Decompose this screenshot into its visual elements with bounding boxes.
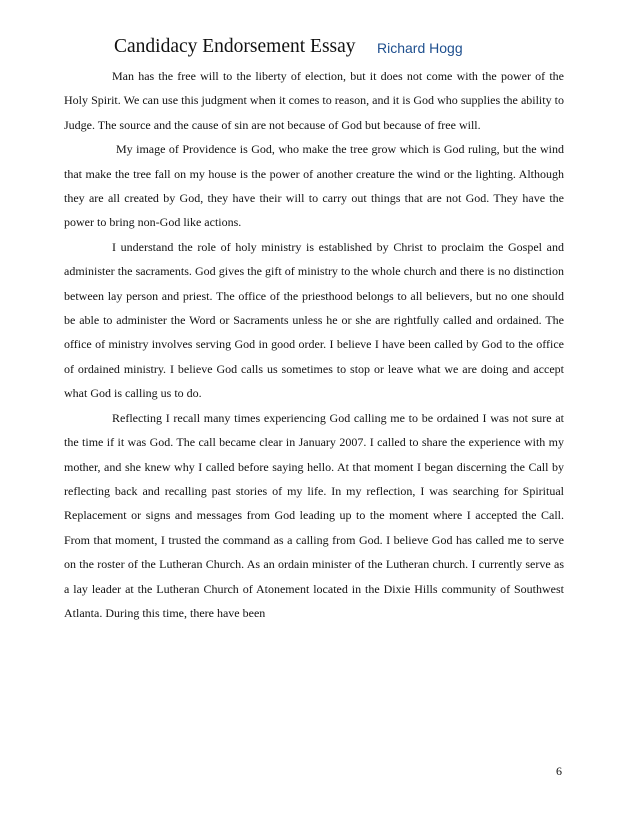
document-title: Candidacy Endorsement Essay bbox=[114, 36, 356, 57]
paragraph-free-will: Man has the free will to the liberty of election, but it does not come with the power of the Holy Spirit. We can use this judgment when it comes to reason, and it is God who supplies the ability to Judge. The source and the cause of sin are not because of God but because of free will. bbox=[64, 69, 564, 132]
paragraph-holy-ministry: I understand the role of holy ministry is established by Christ to proclaim the Gospel and administer the sacraments. God gives the gift of ministry to the whole church and there is no distinction between lay person and priest. The office of the priesthood belongs to all believers, but no one should be able to administer the Word or Sacraments unless he or she are rightfully called and ordained. The office of ministry involves serving God in good order. I believe I have been called by God to the office of ordained ministry. I believe God calls us sometimes to stop or leave what we are doing and accept what God is calling us to do. bbox=[64, 239, 564, 401]
page-number: 6 bbox=[556, 764, 562, 778]
paragraph-calling: Reflecting I recall many times experiencing God calling me to be ordained I was not sure at the time if it was God. The call became clear in January 2007. I called to share the experience with my mother, and she knew why I called before saying hello. At that moment I began discerning the Call by reflecting back and recalling past stories of my life. In my reflection, I was searching for Spiritual Replacement or signs and messages from God leading up to the moment where I accepted the Call. From that moment, I trusted the command as a calling from God. I believe God has called me to serve on the roster of the Lutheran Church. As an ordain minister of the Lutheran church. I currently serve as a lay leader at the Lutheran Church of Atonement located in the Dixie Hills community of Southwest Atlanta. During this time, there have been bbox=[64, 410, 564, 620]
paragraph-providence: My image of Providence is God, who make the tree grow which is God ruling, but the wind that make the tree fall on my house is the power of another creature the wind or the lighting. Although they are all created by God, they have their will to carry out things that are not God. They have the power to bring non-God like actions. bbox=[64, 142, 564, 230]
essay-body bbox=[64, 64, 564, 625]
page-header bbox=[114, 36, 584, 60]
author-name: Richard Hogg bbox=[377, 40, 463, 56]
